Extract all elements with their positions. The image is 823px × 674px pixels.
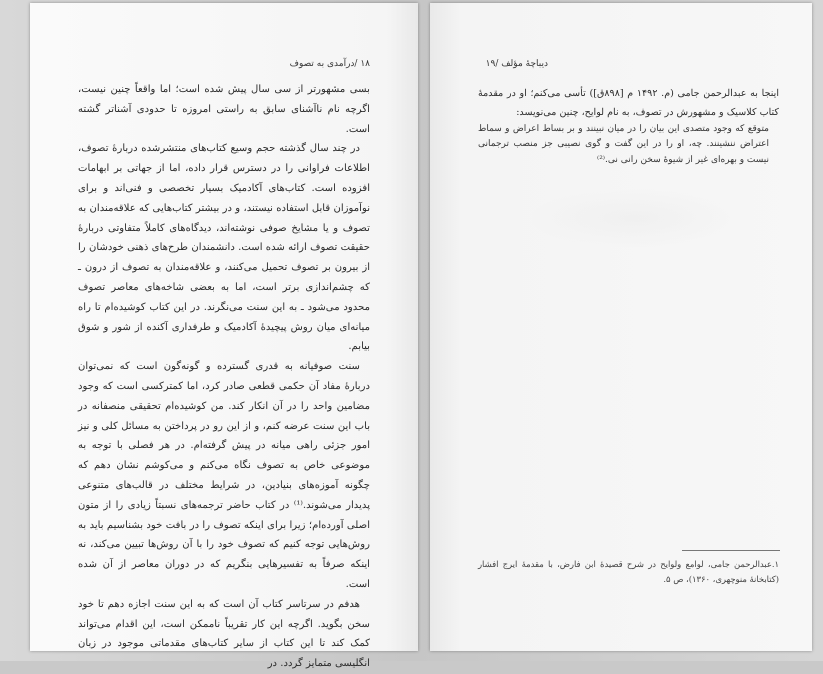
footnote-divider bbox=[682, 550, 780, 551]
left-paragraph-1: بسی مشهورتر از سی سال پیش شده است؛ اما واقعاً چنین نیست، اگرچه نام ناآشنای سابق به راستی امروزه تا حدودی آشناتر گشته است. bbox=[78, 84, 370, 135]
footnote: ۱.عبدالرحمن جامی، لوامع ولوایح در شرح قصیدهٔ ابن فارض، با مقدمهٔ ایرج افشار (کتابخانهٔ منوچهری، ۱۳۶۰)، ص ۵. bbox=[478, 559, 779, 584]
show-through-mark bbox=[526, 188, 746, 248]
right-intro-paragraph: اینجا به عبدالرحمن جامی (م. ۱۴۹۲ م [۸۹۸ق]) تأسی می‌کنم؛ او در مقدمهٔ کتاب کلاسیک و مشهورش در تصوف، به نام لوایح، چنین می‌نویسد: bbox=[478, 88, 779, 118]
left-paragraph-4: هدفم در سرتاسر کتاب آن است که به این سنت اجازه دهم تا خود سخن بگوید. اگرچه این کار تقریباً ناممکن است، این اقدام می‌تواند کمک کند تا این کتاب از سایر کتاب‌های مقدماتی موجود در زبان انگلیسی متمایز گردد. در bbox=[78, 598, 370, 670]
left-running-head: ۱۸ /درآمدی به تصوف bbox=[289, 59, 370, 69]
jami-quote: متوقع که وجود متصدی این بیان را در میان نبینند و بر بساط اعراض و سماط اعتراض ننشینند. چه، او را در این گفت و گوی نصیبی جز منصب ترجمانی نیست و بهره‌ای غیر از شیوهٔ سخن رانی نی.⁽²⁾ bbox=[478, 124, 769, 165]
right-body-text bbox=[478, 85, 779, 168]
left-page bbox=[30, 3, 418, 670]
left-body-text bbox=[78, 80, 370, 674]
left-paragraph-3: سنت صوفیانه به قدری گسترده و گونه‌گون است که نمی‌توان دربارهٔ مفاد آن حکمی قطعی صادر کرد، اما کمترکسی است که وجود مضامین واحد را در آن انکار کند. من کوشیده‌ام تحقیقی منصفانه در باب این سنت عرضه کنم، و از این رو در پرداختن به مسائل کلی و نیز امور جزئی راهی میانه در پیش گرفته‌ام. در هر فصلی با توجه به موضوعی خاص به تصوف نگاه می‌کنم و می‌کوشم نشان دهم که چگونه آموزه‌های بنیادین، در شرایط مختلف در قالب‌های متنوعی پدیدار می‌شوند.⁽¹⁾ در کتاب حاضر ترجمه‌های نسبتاً زیادی را از متون اصلی آورده‌ام؛ زیرا برای اینکه تصوف را در بافت خود بشناسیم باید به روش‌هایی توجه کنیم که تصوف خود را با آن روش‌ها تبیین می‌کند، نه اینکه صرفاً به تفسیرهایی بنگریم که در دوران معاصر از آن شده است. bbox=[78, 361, 371, 590]
left-paragraph-2: در چند سال گذشته حجم وسیع کتاب‌های منتشرشده دربارهٔ تصوف، اطلاعات فراوانی را در دسترس قرار داده، اما از جهاتی بر ابهامات افزوده است. کتاب‌های آکادمیک بسیار تخصصی و فنی‌اند و برای نوآموزان قابل استفاده نیستند، و در بیشتر کتاب‌هایی که علاقه‌مندان به تصوف و یا مشایخ صوفی نوشته‌اند، دیدگاه‌های کاملاً متفاوتی دربارهٔ حقیقت تصوف ارائه شده است. دانشمندان طرح‌های ذهنی خودشان را از بیرون بر تصوف تحمیل می‌کنند، و علاقه‌مندان به تصوف از درون ـ که چشم‌اندازی برتر است، اما به بعضی شاخه‌های معاصر تصوف محدود می‌شود ـ به این سنت می‌نگرند. در این کتاب کوشیده‌ام تا راه میانه‌ای میان روش پیچیدهٔ آکادمیک و طرفداری آکنده از شور و شوق بیابم. bbox=[78, 143, 370, 353]
right-page bbox=[430, 3, 812, 651]
right-running-head: دیباچهٔ مؤلف /۱۹ bbox=[485, 59, 548, 69]
